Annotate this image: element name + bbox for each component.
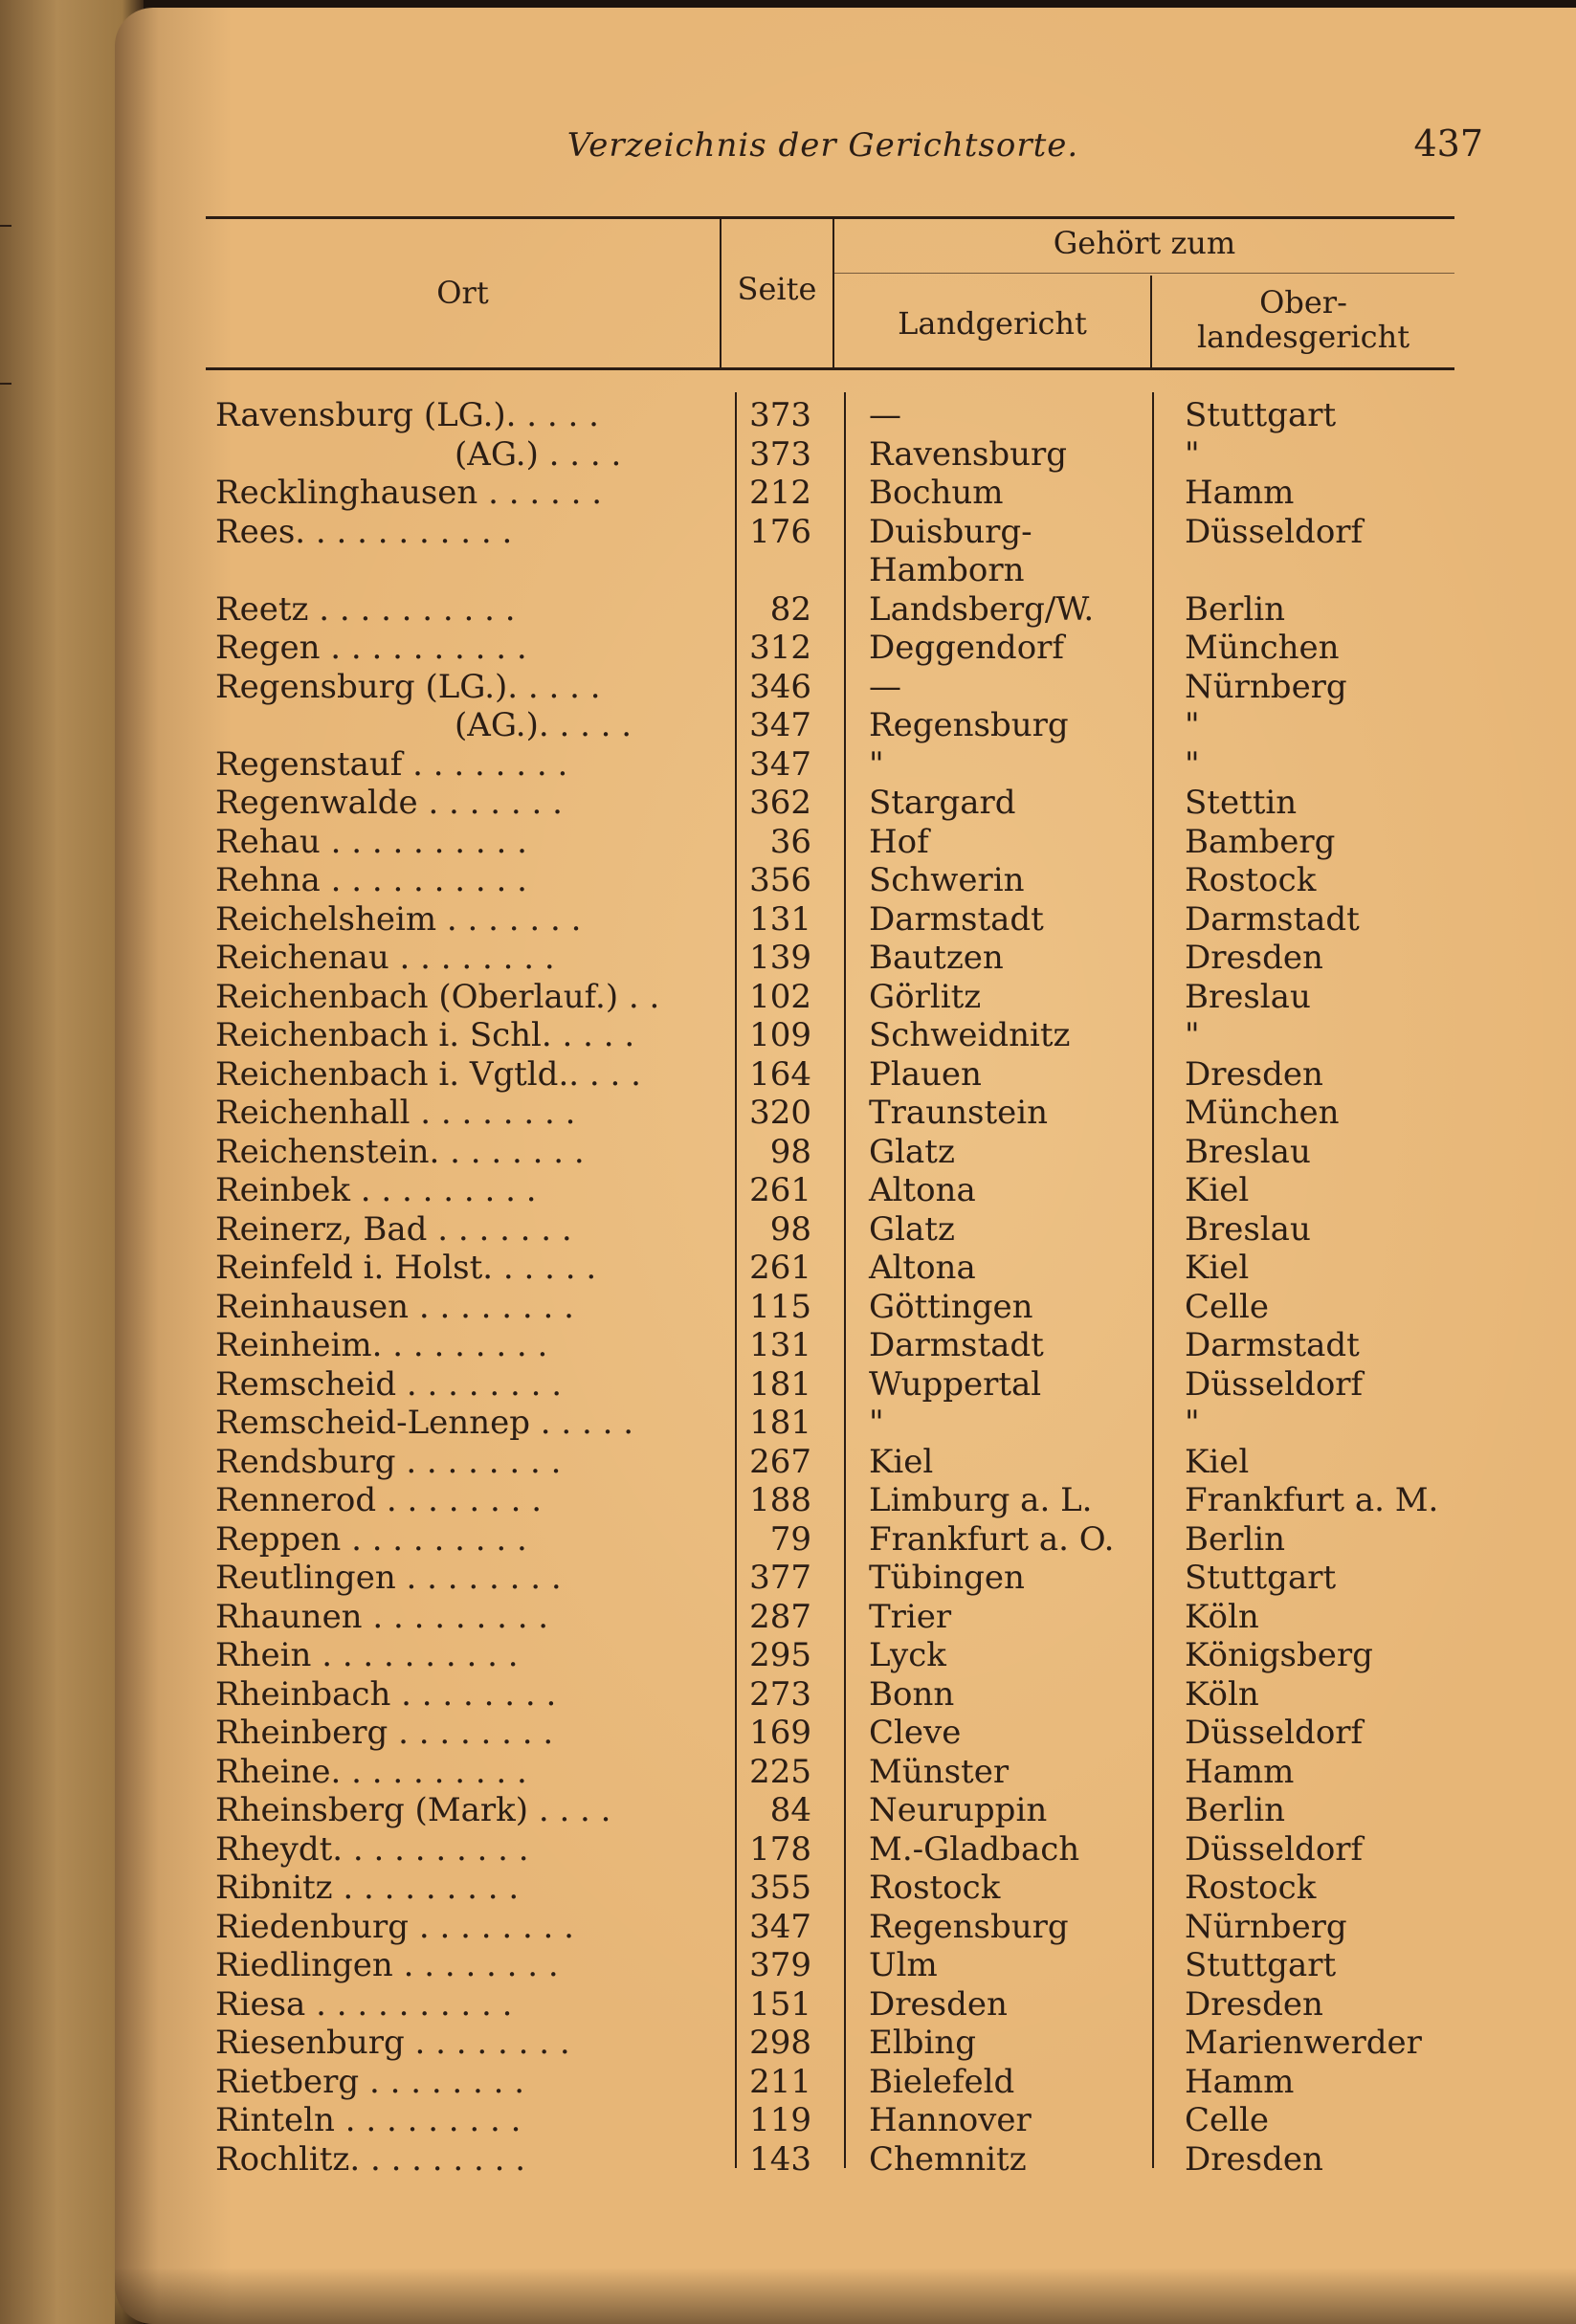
landgericht-cell: Rostock bbox=[869, 1869, 1001, 1907]
seite-cell: 379 bbox=[749, 1946, 811, 1984]
header-gehoert-zum: Gehört zum bbox=[1053, 225, 1236, 261]
seite-cell: 356 bbox=[749, 861, 811, 899]
table-row bbox=[0, 1714, 1576, 1752]
landgericht-cell: Bochum bbox=[869, 474, 1004, 512]
oberlandesgericht-cell: Hamm bbox=[1185, 2062, 1295, 2101]
seite-cell: 36 bbox=[769, 822, 811, 861]
header-ort: Ort bbox=[436, 275, 489, 311]
ort-cell: Reichenhall . . . . . . . . bbox=[215, 1094, 576, 1132]
ort-cell: Rheinsberg (Mark) . . . . bbox=[215, 1791, 611, 1829]
seite-cell: 267 bbox=[749, 1442, 811, 1481]
ort-cell: Rehna . . . . . . . . . . bbox=[215, 861, 527, 899]
landgericht-cell: Altona bbox=[869, 1171, 976, 1209]
header-oberlandesgericht: Ober- bbox=[1259, 284, 1347, 321]
landgericht-cell: Stargard bbox=[869, 784, 1016, 822]
table-row bbox=[0, 590, 1576, 629]
ort-cell: Rinteln . . . . . . . . . bbox=[215, 2101, 522, 2139]
ort-cell: Regensburg (LG.). . . . . bbox=[215, 667, 601, 706]
seite-cell: 98 bbox=[769, 1209, 811, 1249]
table-row bbox=[0, 900, 1576, 939]
landgericht-cell: — bbox=[869, 396, 901, 434]
landgericht-cell: Ulm bbox=[869, 1946, 938, 1984]
oberlandesgericht-cell: Düsseldorf bbox=[1185, 1714, 1364, 1752]
landgericht-cell: M.-Gladbach bbox=[869, 1829, 1080, 1869]
ort-cell: Rheydt. . . . . . . . . . bbox=[215, 1829, 529, 1869]
ort-cell: Reinhausen . . . . . . . . bbox=[215, 1287, 574, 1326]
oberlandesgericht-cell: Nürnberg bbox=[1185, 667, 1347, 706]
oberlandesgericht-cell: Frankfurt a. M. bbox=[1185, 1481, 1439, 1519]
seite-cell: 169 bbox=[749, 1714, 811, 1752]
landgericht-cell: Kiel bbox=[869, 1442, 934, 1481]
ort-cell: Rheinberg . . . . . . . . bbox=[215, 1714, 554, 1752]
oberlandesgericht-cell: Kiel bbox=[1185, 1171, 1250, 1209]
ort-cell: (AG.). . . . . bbox=[455, 706, 633, 744]
table-row bbox=[0, 435, 1576, 474]
ort-cell: Rheine. . . . . . . . . . bbox=[215, 1752, 527, 1791]
table-row bbox=[0, 1443, 1576, 1481]
oberlandesgericht-cell: Düsseldorf bbox=[1185, 1364, 1364, 1404]
landgericht-cell: Limburg a. L. bbox=[869, 1481, 1093, 1519]
landgericht-cell: Schwerin bbox=[869, 861, 1025, 899]
header-seite: Seite bbox=[737, 271, 817, 307]
table-row bbox=[0, 396, 1576, 434]
ort-cell: Reichenbach (Oberlauf.) . . bbox=[215, 977, 660, 1016]
seite-cell: 261 bbox=[749, 1249, 811, 1287]
page-number: 437 bbox=[1413, 122, 1483, 165]
oberlandesgericht-cell: Stuttgart bbox=[1185, 1559, 1337, 1597]
landgericht-cell: Altona bbox=[869, 1249, 976, 1287]
seite-cell: 181 bbox=[749, 1364, 811, 1404]
landgericht-cell: Hannover bbox=[869, 2101, 1032, 2139]
seite-cell: 139 bbox=[749, 939, 811, 977]
landgericht-cell: Elbing bbox=[869, 2024, 976, 2062]
table-row bbox=[0, 939, 1576, 977]
seite-cell: 347 bbox=[749, 1907, 811, 1946]
seite-cell: 225 bbox=[749, 1752, 811, 1791]
oberlandesgericht-cell: Bamberg bbox=[1185, 822, 1336, 861]
landgericht-cell: Landsberg/W. bbox=[869, 589, 1095, 629]
seite-cell: 102 bbox=[749, 977, 811, 1016]
landgericht-cell: Chemnitz bbox=[869, 2139, 1027, 2179]
landgericht-cell: Traunstein bbox=[869, 1094, 1048, 1132]
landgericht-cell: Lyck bbox=[869, 1636, 946, 1674]
oberlandesgericht-cell: Nürnberg bbox=[1185, 1907, 1347, 1946]
seite-cell: 119 bbox=[749, 2101, 811, 2139]
seite-cell: 79 bbox=[769, 1519, 811, 1559]
table-row bbox=[0, 2063, 1576, 2101]
landgericht-cell: Darmstadt bbox=[869, 1326, 1044, 1364]
oberlandesgericht-cell: München bbox=[1185, 629, 1340, 667]
header-oberlandesgericht-cont: landesgericht bbox=[1196, 319, 1410, 355]
ort-cell: Riesenburg . . . . . . . . bbox=[215, 2024, 570, 2062]
seite-cell: 312 bbox=[749, 629, 811, 667]
landgericht-cell: Cleve bbox=[869, 1714, 962, 1752]
table-row bbox=[0, 1055, 1576, 1094]
oberlandesgericht-cell: Celle bbox=[1185, 2101, 1270, 2139]
ort-cell: Reichenau . . . . . . . . bbox=[215, 939, 555, 977]
oberlandesgericht-cell: Berlin bbox=[1185, 589, 1286, 629]
oberlandesgericht-cell: Berlin bbox=[1185, 1791, 1286, 1829]
table-row bbox=[0, 1249, 1576, 1287]
seite-cell: 212 bbox=[749, 474, 811, 512]
seite-cell: 373 bbox=[749, 434, 811, 474]
oberlandesgericht-cell: Köln bbox=[1185, 1674, 1259, 1714]
oberlandesgericht-cell: " bbox=[1185, 706, 1200, 744]
seite-cell: 82 bbox=[769, 589, 811, 629]
landgericht-cell: Bielefeld bbox=[869, 2062, 1015, 2101]
running-title: Verzeichnis der Gerichtsorte. bbox=[566, 126, 1079, 165]
ort-cell: Reppen . . . . . . . . . bbox=[215, 1519, 527, 1559]
ort-cell: Riedenburg . . . . . . . . bbox=[215, 1907, 574, 1946]
oberlandesgericht-cell: " bbox=[1185, 434, 1200, 474]
seite-cell: 261 bbox=[749, 1171, 811, 1209]
seite-cell: 109 bbox=[749, 1016, 811, 1054]
table-row bbox=[0, 861, 1576, 899]
ort-cell: Rhaunen . . . . . . . . . bbox=[215, 1597, 549, 1636]
table-row bbox=[0, 745, 1576, 784]
ort-cell: Rheinbach . . . . . . . . bbox=[215, 1674, 557, 1714]
ort-cell: Remscheid-Lennep . . . . . bbox=[215, 1404, 634, 1442]
ort-cell: Rehau . . . . . . . . . . bbox=[215, 822, 527, 861]
seite-cell: 131 bbox=[749, 1326, 811, 1364]
oberlandesgericht-cell: Stuttgart bbox=[1185, 396, 1337, 434]
table-row bbox=[0, 1675, 1576, 1714]
ort-cell: Reichelsheim . . . . . . . bbox=[215, 899, 582, 939]
table-row bbox=[0, 2101, 1576, 2139]
table-row bbox=[0, 1288, 1576, 1326]
oberlandesgericht-cell: Rostock bbox=[1185, 861, 1317, 899]
ort-cell: Remscheid . . . . . . . . bbox=[215, 1364, 563, 1404]
oberlandesgericht-cell: München bbox=[1185, 1094, 1340, 1132]
table-row bbox=[0, 1946, 1576, 1984]
oberlandesgericht-cell: Kiel bbox=[1185, 1442, 1250, 1481]
seite-cell: 143 bbox=[749, 2139, 811, 2179]
ort-cell: Rochlitz. . . . . . . . . bbox=[215, 2139, 526, 2179]
ort-cell: Riedlingen . . . . . . . . bbox=[215, 1946, 559, 1984]
seite-cell: 347 bbox=[749, 744, 811, 784]
seite-cell: 151 bbox=[749, 1984, 811, 2024]
seite-cell: 362 bbox=[749, 784, 811, 822]
seite-cell: 176 bbox=[749, 512, 811, 551]
ort-cell: Recklinghausen . . . . . . bbox=[215, 474, 602, 512]
landgericht-cell: Dresden bbox=[869, 1984, 1008, 2024]
oberlandesgericht-cell: " bbox=[1185, 1404, 1200, 1442]
table-row bbox=[0, 668, 1576, 706]
table-row bbox=[0, 1481, 1576, 1519]
table-row bbox=[0, 1520, 1576, 1559]
seite-cell: 377 bbox=[749, 1559, 811, 1597]
table-row bbox=[0, 978, 1576, 1016]
landgericht-cell: Deggendorf bbox=[869, 629, 1064, 667]
landgericht-cell: — bbox=[869, 667, 901, 706]
seite-cell: 98 bbox=[769, 1132, 811, 1171]
seite-cell: 131 bbox=[749, 899, 811, 939]
oberlandesgericht-cell: Darmstadt bbox=[1185, 899, 1360, 939]
oberlandesgericht-cell: Celle bbox=[1185, 1287, 1270, 1326]
landgericht-cell: Göttingen bbox=[869, 1287, 1033, 1326]
landgericht-cell: Neuruppin bbox=[869, 1791, 1048, 1829]
seite-cell: 178 bbox=[749, 1829, 811, 1869]
landgericht-cell: Duisburg-Hamborn bbox=[869, 512, 1032, 589]
ort-cell: Rennerod . . . . . . . . bbox=[215, 1481, 543, 1519]
table-row bbox=[0, 1210, 1576, 1249]
ort-cell: Ravensburg (LG.). . . . . bbox=[215, 396, 599, 434]
oberlandesgericht-cell: Rostock bbox=[1185, 1869, 1317, 1907]
table-row bbox=[0, 1404, 1576, 1442]
ort-cell: Reinheim. . . . . . . . . bbox=[215, 1326, 548, 1364]
landgericht-cell: Glatz bbox=[869, 1132, 955, 1171]
oberlandesgericht-cell: Königsberg bbox=[1185, 1636, 1373, 1674]
table-row bbox=[0, 784, 1576, 822]
landgericht-cell: Tübingen bbox=[869, 1559, 1025, 1597]
oberlandesgericht-cell: Dresden bbox=[1185, 939, 1323, 977]
ort-cell: Reutlingen . . . . . . . . bbox=[215, 1559, 562, 1597]
landgericht-cell: Regensburg bbox=[869, 1907, 1069, 1946]
landgericht-cell: Hof bbox=[869, 822, 929, 861]
ort-cell: Reetz . . . . . . . . . . bbox=[215, 589, 516, 629]
ort-cell: (AG.) . . . . bbox=[455, 434, 622, 474]
table-row bbox=[0, 1598, 1576, 1636]
landgericht-cell: " bbox=[869, 744, 884, 784]
table-row bbox=[0, 629, 1576, 667]
seite-cell: 346 bbox=[749, 667, 811, 706]
table-row bbox=[0, 1171, 1576, 1209]
seite-cell: 295 bbox=[749, 1636, 811, 1674]
oberlandesgericht-cell: Kiel bbox=[1185, 1249, 1250, 1287]
ort-cell: Reinbek . . . . . . . . . bbox=[215, 1171, 537, 1209]
table-row bbox=[0, 1326, 1576, 1364]
landgericht-cell: Regensburg bbox=[869, 706, 1069, 744]
table-row bbox=[0, 1985, 1576, 2024]
seite-cell: 164 bbox=[749, 1054, 811, 1094]
landgericht-cell: Glatz bbox=[869, 1209, 955, 1249]
ort-cell: Regenstauf . . . . . . . . bbox=[215, 744, 568, 784]
table-row bbox=[0, 1559, 1576, 1597]
seite-cell: 373 bbox=[749, 396, 811, 434]
table-row bbox=[0, 1636, 1576, 1674]
landgericht-cell: " bbox=[869, 1404, 884, 1442]
oberlandesgericht-cell: Darmstadt bbox=[1185, 1326, 1360, 1364]
table-row bbox=[0, 1830, 1576, 1869]
ort-cell: Reichenbach i. Schl. . . . . bbox=[215, 1016, 635, 1054]
table-row bbox=[0, 823, 1576, 861]
seite-cell: 273 bbox=[749, 1674, 811, 1714]
oberlandesgericht-cell: Marienwerder bbox=[1185, 2024, 1422, 2062]
ort-cell: Regenwalde . . . . . . . bbox=[215, 784, 563, 822]
ort-cell: Regen . . . . . . . . . . bbox=[215, 629, 527, 667]
seite-cell: 298 bbox=[749, 2024, 811, 2062]
table-row bbox=[0, 1869, 1576, 1907]
table-row bbox=[0, 1753, 1576, 1791]
landgericht-cell: Bautzen bbox=[869, 939, 1004, 977]
seite-cell: 355 bbox=[749, 1869, 811, 1907]
seite-cell: 211 bbox=[749, 2062, 811, 2101]
table-row bbox=[0, 1016, 1576, 1054]
oberlandesgericht-cell: Dresden bbox=[1185, 2139, 1323, 2179]
oberlandesgericht-cell: " bbox=[1185, 1016, 1200, 1054]
ort-cell: Rendsburg . . . . . . . . bbox=[215, 1442, 562, 1481]
table-row bbox=[0, 1133, 1576, 1171]
oberlandesgericht-cell: Köln bbox=[1185, 1597, 1259, 1636]
ort-cell: Ribnitz . . . . . . . . . bbox=[215, 1869, 520, 1907]
table-row bbox=[0, 1908, 1576, 1946]
ort-cell: Reichenstein. . . . . . . . bbox=[215, 1132, 585, 1171]
oberlandesgericht-cell: Hamm bbox=[1185, 474, 1295, 512]
seite-cell: 115 bbox=[749, 1287, 811, 1326]
ort-cell: Rhein . . . . . . . . . . bbox=[215, 1636, 519, 1674]
landgericht-cell: Plauen bbox=[869, 1054, 982, 1094]
table-row bbox=[0, 2140, 1576, 2179]
ort-cell: Reichenbach i. Vgtld.. . . . bbox=[215, 1054, 641, 1094]
seite-cell: 320 bbox=[749, 1094, 811, 1132]
oberlandesgericht-cell: Stuttgart bbox=[1185, 1946, 1337, 1984]
landgericht-cell: Ravensburg bbox=[869, 434, 1068, 474]
oberlandesgericht-cell: Breslau bbox=[1185, 1209, 1311, 1249]
landgericht-cell: Münster bbox=[869, 1752, 1010, 1791]
oberlandesgericht-cell: " bbox=[1185, 744, 1200, 784]
table-row bbox=[0, 1791, 1576, 1829]
landgericht-cell: Schweidnitz bbox=[869, 1016, 1071, 1054]
oberlandesgericht-cell: Breslau bbox=[1185, 977, 1311, 1016]
seite-cell: 347 bbox=[749, 706, 811, 744]
landgericht-cell: Darmstadt bbox=[869, 899, 1044, 939]
ort-cell: Rietberg . . . . . . . . bbox=[215, 2062, 525, 2101]
landgericht-cell: Frankfurt a. O. bbox=[869, 1519, 1115, 1559]
seite-cell: 188 bbox=[749, 1481, 811, 1519]
oberlandesgericht-cell: Dresden bbox=[1185, 1054, 1323, 1094]
oberlandesgericht-cell: Düsseldorf bbox=[1185, 512, 1364, 551]
oberlandesgericht-cell: Berlin bbox=[1185, 1519, 1286, 1559]
header-landgericht: Landgericht bbox=[898, 305, 1087, 342]
table-row bbox=[0, 706, 1576, 744]
table-row bbox=[0, 2024, 1576, 2062]
seite-cell: 84 bbox=[769, 1791, 811, 1829]
table-row bbox=[0, 474, 1576, 512]
ort-cell: Rees. . . . . . . . . . . bbox=[215, 512, 513, 551]
seite-cell: 287 bbox=[749, 1597, 811, 1636]
table-row bbox=[0, 513, 1576, 589]
ort-cell: Reinfeld i. Holst. . . . . . bbox=[215, 1249, 597, 1287]
landgericht-cell: Wuppertal bbox=[869, 1364, 1042, 1404]
landgericht-cell: Görlitz bbox=[869, 977, 982, 1016]
oberlandesgericht-cell: Hamm bbox=[1185, 1752, 1295, 1791]
oberlandesgericht-cell: Dresden bbox=[1185, 1984, 1323, 2024]
oberlandesgericht-cell: Düsseldorf bbox=[1185, 1829, 1364, 1869]
landgericht-cell: Trier bbox=[869, 1597, 952, 1636]
table-row bbox=[0, 1094, 1576, 1132]
ort-cell: Riesa . . . . . . . . . . bbox=[215, 1984, 513, 2024]
oberlandesgericht-cell: Stettin bbox=[1185, 784, 1298, 822]
table-row bbox=[0, 1365, 1576, 1404]
landgericht-cell: Bonn bbox=[869, 1674, 955, 1714]
seite-cell: 181 bbox=[749, 1404, 811, 1442]
ort-cell: Reinerz, Bad . . . . . . . bbox=[215, 1209, 572, 1249]
oberlandesgericht-cell: Breslau bbox=[1185, 1132, 1311, 1171]
